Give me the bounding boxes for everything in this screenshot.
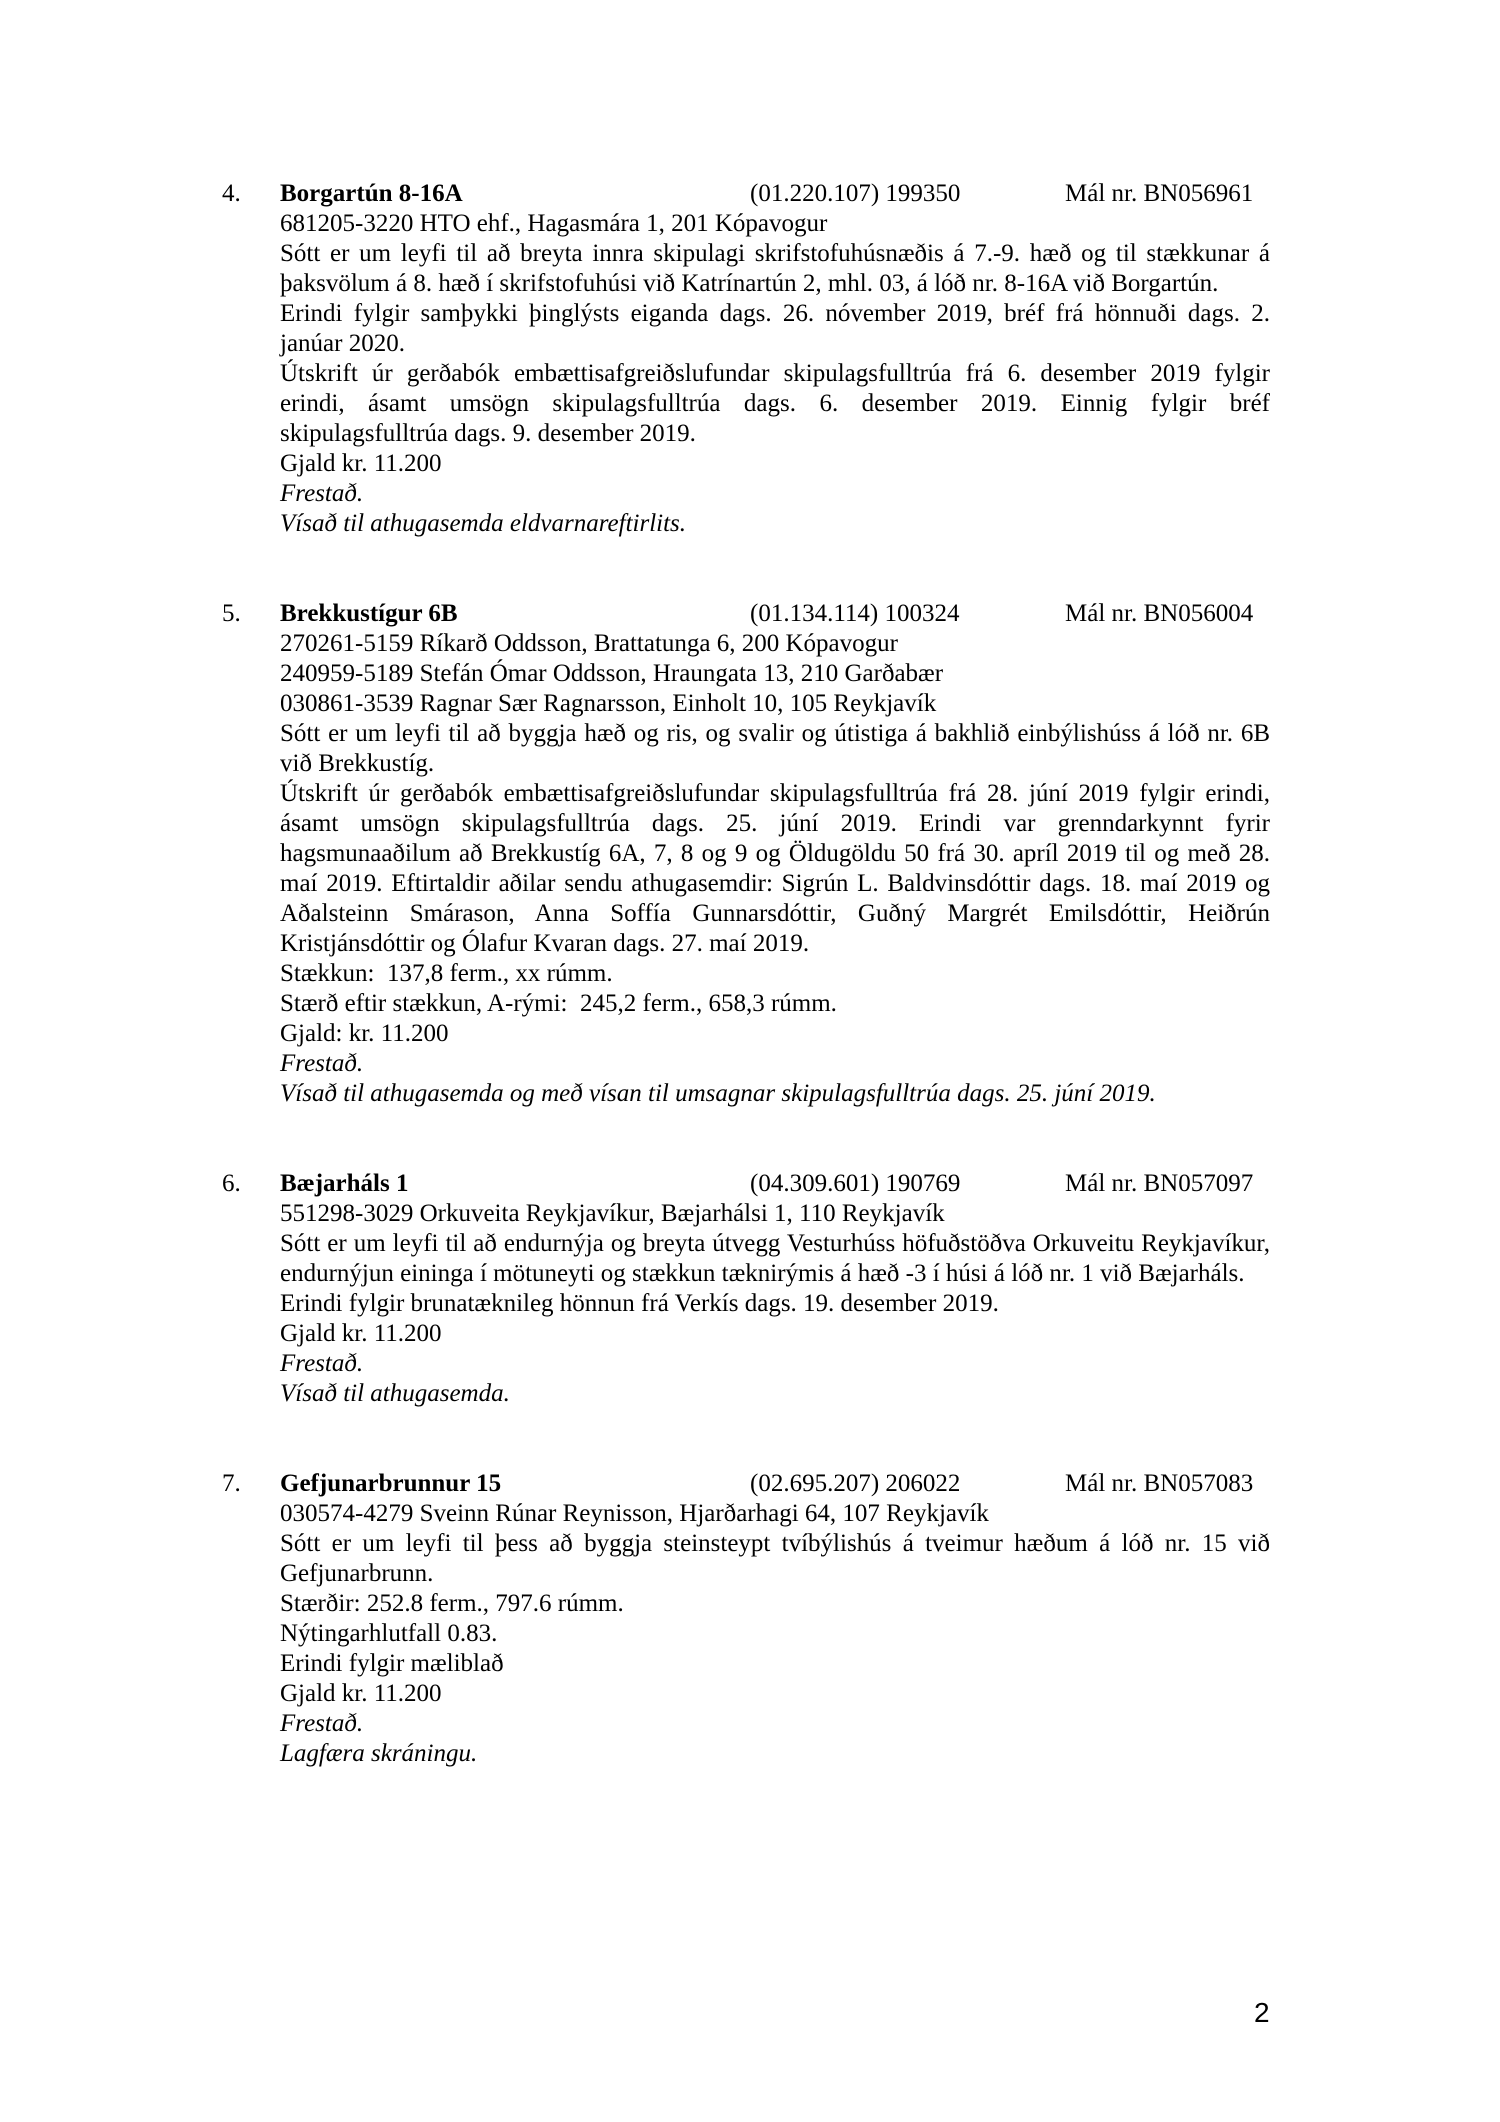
item-body <box>280 1499 1270 1769</box>
item-lot-code: (04.309.601) 190769 <box>750 1170 961 1197</box>
agenda-item <box>222 179 1270 539</box>
info-line: Gjald: kr. 11.200 <box>280 1020 449 1047</box>
info-line: Nýtingarhlutfall 0.83. <box>280 1620 498 1647</box>
info-line: Erindi fylgir mæliblað <box>280 1650 504 1677</box>
item-address-title: Bæjarháls 1 <box>280 1170 409 1197</box>
application-paragraph: Erindi fylgir samþykki þinglýsts eiganda dags. 26. nóvember 2019, bréf frá hönnuði dags. 2. janúar 2020. <box>280 300 1270 357</box>
item-number: 4. <box>222 180 241 207</box>
item-body <box>280 629 1270 1109</box>
owner-line: 681205-3220 HTO ehf., Hagasmára 1, 201 Kópavogur <box>280 210 828 237</box>
info-line: Gjald kr. 11.200 <box>280 1320 442 1347</box>
item-case-number: Mál nr. BN057097 <box>1065 1170 1254 1197</box>
decision-line: Frestað. <box>280 1710 364 1737</box>
item-header-row <box>222 179 1270 209</box>
application-paragraph: Sótt er um leyfi til þess að byggja steinsteypt tvíbýlishús á tveimur hæðum á lóð nr. 15 við Gefjunarbrunn. <box>280 1530 1270 1587</box>
decision-line: Vísað til athugasemda og með vísan til umsagnar skipulagsfulltrúa dags. 25. júní 2019. <box>280 1080 1156 1107</box>
application-paragraph: Útskrift úr gerðabók embættisafgreiðslufundar skipulagsfulltrúa frá 6. desember 2019 fylgir erindi, ásamt umsögn skipulagsfulltrúa dags. 6. desember 2019. Einnig fylgir bréf skipulagsfulltrúa dags. 9. desember 2019. <box>280 360 1270 447</box>
application-paragraph: Sótt er um leyfi til að endurnýja og breyta útvegg Vesturhúss höfuðstöðva Orkuveitu Reykjavíkur, endurnýjun eininga í mötuneyti og stækkun tæknirýmis á hæð -3 í húsi á lóð nr. 1 við Bæjarháls. <box>280 1230 1270 1287</box>
application-paragraph: Sótt er um leyfi til að byggja hæð og ris, og svalir og útistiga á bakhlið einbýlishúss á lóð nr. 6B við Brekkustíg. <box>280 720 1270 777</box>
item-case-number: Mál nr. BN057083 <box>1065 1470 1254 1497</box>
page-number: 2 <box>1254 1997 1270 2028</box>
info-line: Stærðir: 252.8 ferm., 797.6 rúmm. <box>280 1590 624 1617</box>
owner-line: 551298-3029 Orkuveita Reykjavíkur, Bæjarhálsi 1, 110 Reykjavík <box>280 1200 945 1227</box>
item-body <box>280 209 1270 539</box>
decision-line: Vísað til athugasemda. <box>280 1380 510 1407</box>
item-lot-code: (01.134.114) 100324 <box>750 600 960 627</box>
owner-line: 030861-3539 Ragnar Sær Ragnarsson, Einholt 10, 105 Reykjavík <box>280 690 937 717</box>
item-lot-code: (02.695.207) 206022 <box>750 1470 961 1497</box>
decision-line: Lagfæra skráningu. <box>280 1740 478 1767</box>
item-number: 6. <box>222 1170 241 1197</box>
info-line: Gjald kr. 11.200 <box>280 1680 442 1707</box>
item-number: 7. <box>222 1470 241 1497</box>
item-case-number: Mál nr. BN056961 <box>1065 180 1254 207</box>
info-line: Stækkun: 137,8 ferm., xx rúmm. <box>280 960 613 987</box>
item-header-row <box>222 1169 1270 1199</box>
decision-line: Frestað. <box>280 1350 364 1377</box>
info-line: Stærð eftir stækkun, A-rými: 245,2 ferm., 658,3 rúmm. <box>280 990 837 1017</box>
item-header-row <box>222 1469 1270 1499</box>
info-line: Erindi fylgir brunatæknileg hönnun frá Verkís dags. 19. desember 2019. <box>280 1290 999 1317</box>
item-address-title: Gefjunarbrunnur 15 <box>280 1470 502 1497</box>
info-line: Gjald kr. 11.200 <box>280 450 442 477</box>
owner-line: 240959-5189 Stefán Ómar Oddsson, Hraungata 13, 210 Garðabær <box>280 660 944 687</box>
item-number: 5. <box>222 600 241 627</box>
application-paragraph: Útskrift úr gerðabók embættisafgreiðslufundar skipulagsfulltrúa frá 28. júní 2019 fylgir erindi, ásamt umsögn skipulagsfulltrúa dags. 25. júní 2019. Erindi var grenndarkynnt fyrir hagsmunaaðilum að Brekkustíg 6A, 7, 8 og 9 og Öldugöldu 50 frá 30. apríl 2019 til og með 28. maí 2019. Eftirtaldir aðilar sendu athugasemdir: Sigrún L. Baldvinsdóttir dags. 18. maí 2019 og Aðalsteinn Smárason, Anna Soffía Gunnarsdóttir, Guðný Margrét Emilsdóttir, Heiðrún Kristjánsdóttir og Ólafur Kvaran dags. 27. maí 2019. <box>280 780 1270 957</box>
owner-line: 270261-5159 Ríkarð Oddsson, Brattatunga 6, 200 Kópavogur <box>280 630 898 657</box>
application-paragraph: Sótt er um leyfi til að breyta innra skipulagi skrifstofuhúsnæðis á 7.-9. hæð og til stækkunar á þaksvölum á 8. hæð í skrifstofuhúsi við Katrínartún 2, mhl. 03, á lóð nr. 8-16A við Borgartún. <box>280 240 1270 297</box>
agenda-item <box>222 599 1270 1109</box>
item-address-title: Brekkustígur 6B <box>280 600 458 627</box>
decision-line: Vísað til athugasemda eldvarnareftirlits. <box>280 510 687 537</box>
item-header-row <box>222 599 1270 629</box>
item-lot-code: (01.220.107) 199350 <box>750 180 961 207</box>
agenda-item <box>222 1469 1270 1769</box>
item-address-title: Borgartún 8-16A <box>280 180 463 207</box>
decision-line: Frestað. <box>280 1050 364 1077</box>
item-case-number: Mál nr. BN056004 <box>1065 600 1254 627</box>
agenda-item <box>222 1169 1270 1409</box>
item-body <box>280 1199 1270 1409</box>
agenda-items-list <box>222 179 1270 1769</box>
owner-line: 030574-4279 Sveinn Rúnar Reynisson, Hjarðarhagi 64, 107 Reykjavík <box>280 1500 989 1527</box>
decision-line: Frestað. <box>280 480 364 507</box>
